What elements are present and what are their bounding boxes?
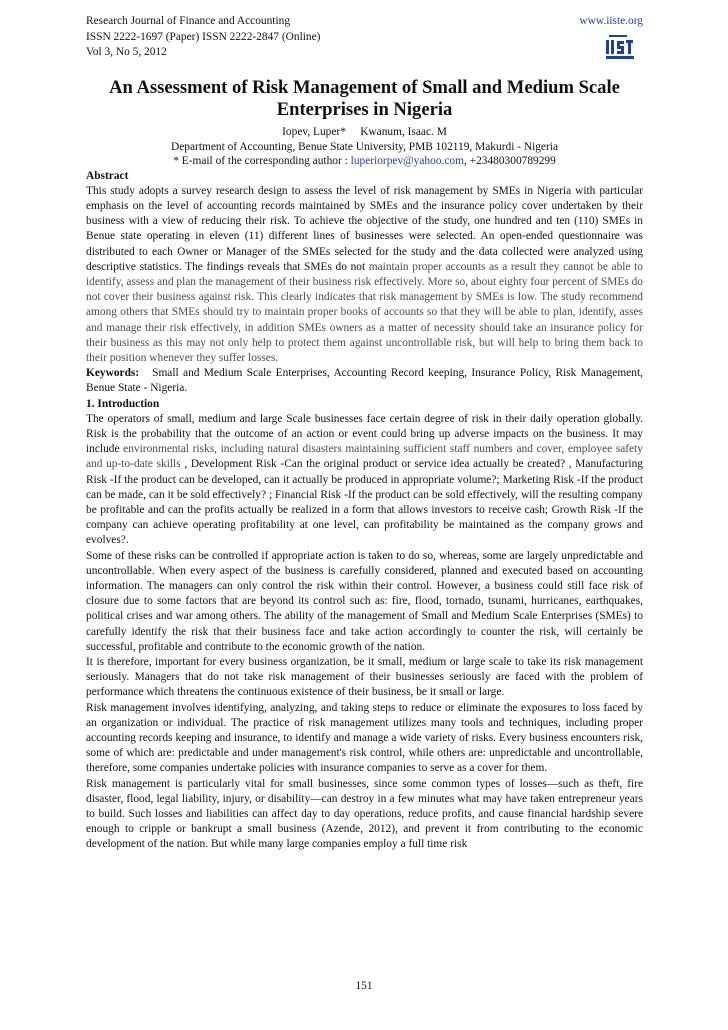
abstract-text-soft: maintain proper accounts as a result they cannot be able to identify, assess and plan the management of their business risk effectively. More so, about eighty four percent of SMEs do not cover their business against risk. This clearly indicates that risk management by SMEs is low. The study recommend among others that SMEs should try to maintain proper books of accounts so that they will be able to plan, identify, asses and manage their risk effectively, in addition SMEs owners as a matter of necessity should take an insurance policy for their business as this may not only help to protect them against uncontrollable risk, but will help to bring them back to their position whenever they suffer losses.	[86, 260, 643, 364]
author-block	[86, 125, 643, 169]
intro-p1-part-a: The operators of small, medium and large Scale businesses face certain degree of risk in their daily operation globally. Risk is the probability that the outcome of an action or event could bring up adverse impacts on the business. It may include	[86, 412, 643, 456]
intro-p1-part-b: , Development Risk -Can the original product or service idea actually be created? , Manufacturing Risk -If the product can be developed, can it actually be produced in appropriate volume?; Marketing Risk -If the product can be made, can it be sold effectively? ; Financial Risk -If the product can be sold effectively, will the resulting company be profitable and can the profits actually be realized in a form that allows investors to receive cash; Growth Risk -If the company can achieve operating profitability at one level, can profitability be maintained as the company grows and evolves?.	[86, 458, 643, 547]
keywords-line	[86, 366, 643, 396]
paper-title	[86, 77, 643, 121]
abstract-text-main: This study adopts a survey research design to assess the level of risk management by SMEs in Nigeria with particular emphasis on the level of accounting records maintained by SMEs and the insurance policy cover undertaken by their business with a view of reducing their risk. To achieve the objective of the study, one hundred and ten (110) SMEs in Benue state operating in eleven (11) different lines of businesses were selected. An open-ended questionnaire was distributed to each Owner or Manager of the SMEs selected for the study and the data collected were analyzed using descriptive statistics. The findings reveals that SMEs do not	[86, 184, 643, 273]
keywords-text: Small and Medium Scale Enterprises, Accounting Record keeping, Insurance Policy, Risk Management, Benue State - Nigeria.	[86, 367, 643, 395]
author-contact	[86, 154, 643, 169]
page-number: 151	[355, 980, 373, 992]
intro-p1-soft: environmental risks, including natural disasters maintaining sufficient staff numbers and cover, employee safety and up-to-date skills	[86, 443, 643, 471]
author-first: Iopev, Luper*	[282, 126, 346, 138]
intro-paragraph-1	[86, 412, 643, 549]
iiste-logo-icon	[605, 34, 637, 64]
abstract-heading: Abstract	[86, 169, 129, 182]
journal-name: Research Journal of Finance and Accounting	[86, 15, 291, 27]
journal-url-link[interactable]: www.iiste.org	[579, 15, 643, 27]
intro-paragraph-4: Risk management involves identifying, analyzing, and taking steps to reduce or eliminate the exposures to loss faced by an organization or individual. The practice of risk management utilizes many tools and techniques, including proper accounting records keeping and insurance, to identify and manage a wide variety of risks. Every business encounters risk, some of which are: predictable and under management's risk control, while others are: unpredictable and uncontrollable, therefore, some companies undertake policies with insurance companies to serve as a cover for them.	[86, 701, 643, 775]
author-names	[86, 125, 643, 140]
author-affiliation: Department of Accounting, Benue State University, PMB 102119, Makurdi - Nigeria	[171, 140, 558, 153]
phone-number: , +23480300789299	[463, 155, 556, 167]
introduction-section	[86, 397, 643, 853]
journal-issn: ISSN 2222-1697 (Paper) ISSN 2222-2847 (Online)	[86, 30, 321, 43]
abstract-body	[86, 184, 643, 366]
introduction-heading: 1. Introduction	[86, 397, 160, 410]
intro-paragraph-2: Some of these risks can be controlled if appropriate action is taken to do so, whereas, some are largely unpredictable and uncontrollable. When every aspect of the business is carefully considered, planned and executed based on accounting information. The managers can only control the risk within their control. However, a business could still face risk of closure due to some factors that are beyond its control such as: fire, flood, tornado, tsunami, hurricanes, earthquakes, political crises and war among others. The ability of the management of Small and Medium Scale Enterprises (SMEs) to carefully identify the risk that their business face and take action accordingly to counter the risk, will certainly be successful, profitable and contribute to the economic growth of the nation.	[86, 549, 643, 653]
journal-volume: Vol 3, No 5, 2012	[86, 46, 167, 58]
intro-paragraph-5: Risk management is particularly vital for small businesses, since some common types of losses—such as theft, fire disaster, flood, legal liability, injury, or disability—can destroy in a few minutes what may have taken entrepreneur years to build. Such losses and liabilities can affect day to day operations, reduce profits, and cause financial hardship severe enough to cripple or bankrupt a small business (Azende, 2012), and prevent it from contributing to the economic development of the nation. But while many large companies employ a full time risk	[86, 777, 643, 851]
paper-page	[86, 14, 643, 853]
paper-title-line-2: Enterprises in Nigeria	[276, 99, 453, 120]
abstract-section	[86, 169, 643, 397]
keywords-label: Keywords:	[86, 367, 140, 380]
author-second: Kwanum, Isaac. M	[360, 126, 447, 138]
paper-title-line-1: An Assessment of Risk Management of Small and Medium Scale	[109, 77, 620, 98]
intro-paragraph-3: It is therefore, important for every business organization, be it small, medium or large scale to take its risk management seriously. Managers that do not take risk management of their businesses seriously are faced with the problem of performance which threatens the continuous existence of their business, be it small or large.	[86, 656, 643, 699]
journal-header	[86, 14, 643, 74]
email-prefix: * E-mail of the corresponding author :	[173, 155, 348, 167]
email-link[interactable]: luperiorpev@yahoo.com	[350, 155, 464, 167]
